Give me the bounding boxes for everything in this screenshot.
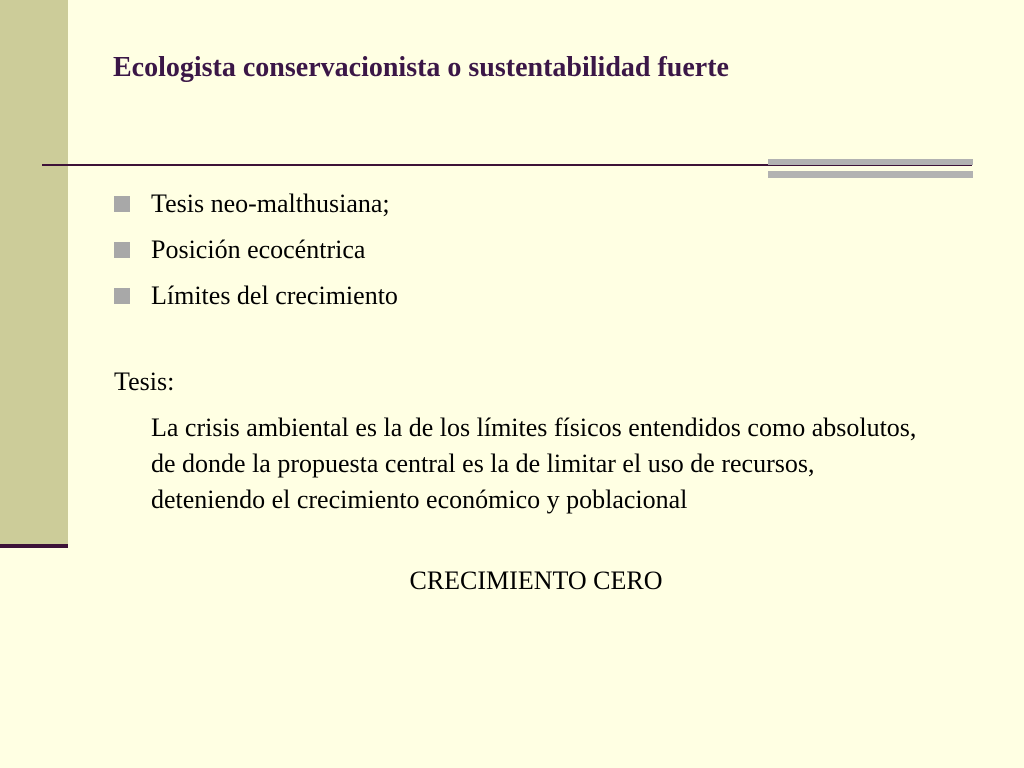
- bullet-item-posicion-ecocentrica: [114, 227, 398, 273]
- left-band: [0, 0, 68, 546]
- square-bullet-icon: [114, 288, 130, 304]
- square-bullet-icon: [114, 196, 130, 212]
- bullet-item-limites-del-crecimiento: [114, 273, 398, 319]
- crecimiento-cero-emphasis: CRECIMIENTO CERO: [409, 566, 663, 595]
- bullet-list: [114, 181, 398, 319]
- slide-title: Ecologista conservacionista o sustentabilidad fuerte: [113, 52, 729, 83]
- left-band-rule: [0, 544, 68, 548]
- tesis-paragraph: La crisis ambiental es la de los límites físicos entendidos como absolutos, de donde la propuesta central es la de limitar el uso de recursos, deteniendo el crecimiento económico y poblacional: [151, 413, 917, 514]
- tesis-label: Tesis:: [114, 367, 175, 396]
- bullet-item-tesis-neo-malthusiana: [114, 181, 398, 227]
- square-bullet-icon: [114, 242, 130, 258]
- accent-bar-bottom: [768, 171, 973, 178]
- bullet-label: Posición ecocéntrica: [151, 235, 366, 264]
- accent-bar-top: [768, 159, 973, 165]
- bullet-label: Límites del crecimiento: [151, 281, 398, 310]
- bullet-label: Tesis neo-malthusiana;: [151, 189, 390, 218]
